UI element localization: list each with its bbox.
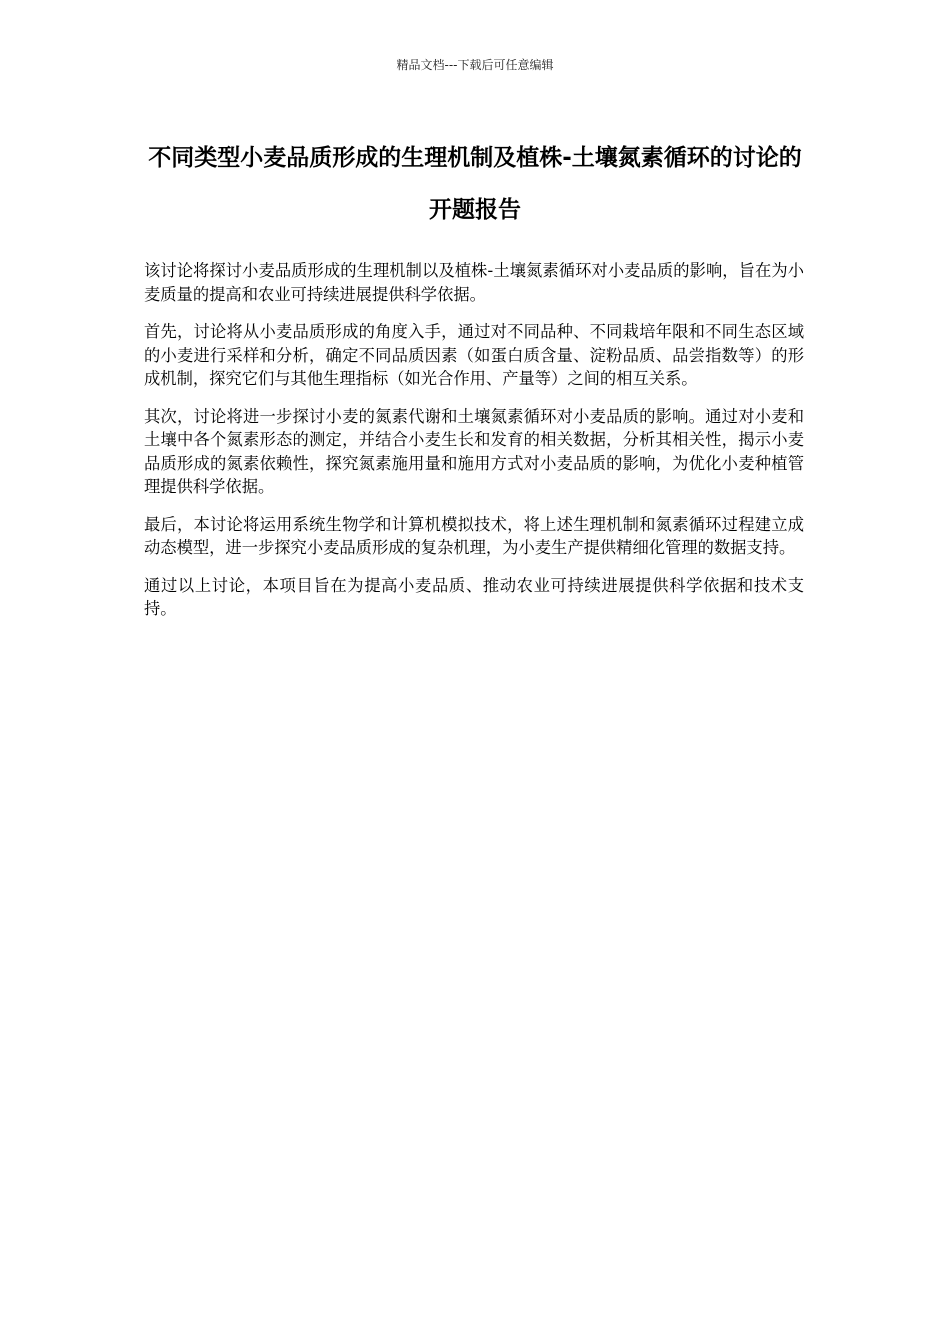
paragraph-third: 最后，本讨论将运用系统生物学和计算机模拟技术，将上述生理机制和氮素循环过程建立成动态模型，进一步探究小麦品质形成的复杂机理，为小麦生产提供精细化管理的数据支持。 xyxy=(144,514,804,557)
header-note: 精品文档---下载后可任意编辑 xyxy=(396,58,554,72)
paragraph-first: 首先，讨论将从小麦品质形成的角度入手，通过对不同品种、不同栽培年限和不同生态区域的小麦进行采样和分析，确定不同品质因素（如蛋白质含量、淀粉品质、品尝指数等）的形成机制，探究它们与其他生理指标（如光合作用、产量等）之间的相互关系。 xyxy=(144,322,804,388)
document-body xyxy=(144,259,804,635)
paragraph-second: 其次，讨论将进一步探讨小麦的氮素代谢和土壤氮素循环对小麦品质的影响。通过对小麦和土壤中各个氮素形态的测定，并结合小麦生长和发育的相关数据，分析其相关性，揭示小麦品质形成的氮素依赖性，探究氮素施用量和施用方式对小麦品质的影响，为优化小麦种植管理提供科学依据。 xyxy=(144,406,804,496)
document-title: 不同类型小麦品质形成的生理机制及植株-土壤氮素循环的讨论的开题报告 xyxy=(148,145,802,223)
paragraph-conclusion: 通过以上讨论，本项目旨在为提高小麦品质、推动农业可持续进展提供科学依据和技术支持。 xyxy=(144,575,804,618)
paragraph-intro: 该讨论将探讨小麦品质形成的生理机制以及植株-土壤氮素循环对小麦品质的影响，旨在为小麦质量的提高和农业可持续进展提供科学依据。 xyxy=(144,261,804,304)
